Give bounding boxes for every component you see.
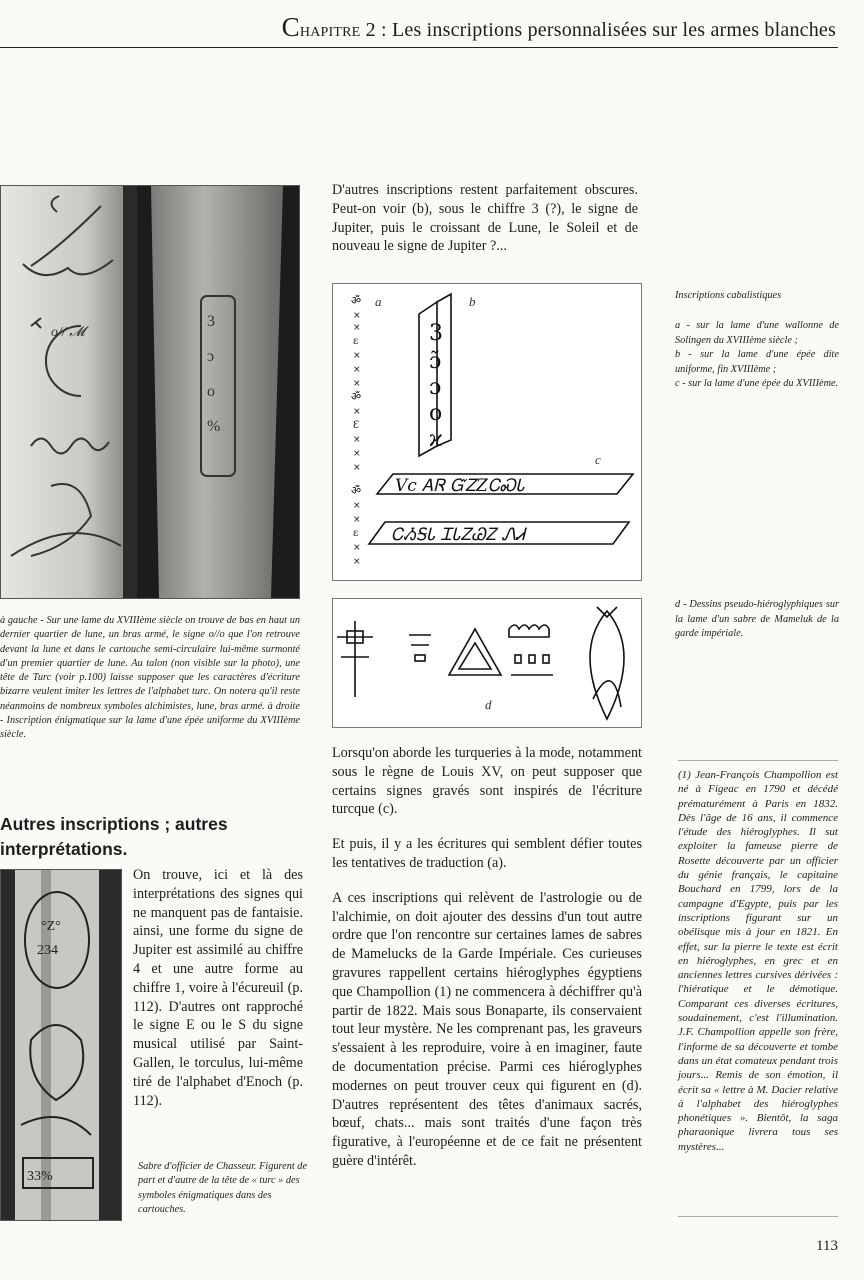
page-number: 113 [816, 1238, 838, 1254]
svg-text:×: × [353, 515, 361, 525]
figure-label-a: a [375, 294, 382, 309]
svg-text:×: × [353, 435, 361, 445]
svg-text:33%: 33% [27, 1169, 53, 1184]
svg-text:×: × [353, 557, 361, 567]
figure-label-c: c [595, 452, 601, 467]
svg-text:×: × [353, 351, 361, 361]
svg-text:ॐ: ॐ [351, 484, 362, 497]
svg-text:°Z°: °Z° [41, 919, 61, 934]
main-column [332, 744, 642, 1187]
figure-label-d: d [485, 697, 492, 712]
sabre-caption: Sabre d'officier de Chasseur. Figurent de part et d'autre de la tête de « turc » des symboles énigmatiques dans des cartouches. [138, 1161, 308, 1215]
figure-inscriptions-abc [332, 283, 642, 581]
running-header [0, 12, 836, 43]
footnote-rule-bottom [678, 1216, 838, 1217]
svg-text:o// 𝓜: o// 𝓜 [51, 325, 85, 340]
sabre-photo-illustration [1, 870, 121, 1220]
inscriptions-drawing [333, 284, 641, 580]
svg-text:ϰ: ϰ [429, 427, 443, 452]
sabre-photo [0, 869, 122, 1221]
figure-hieroglyphs-d [332, 598, 642, 728]
hieroglyphs-caption: d - Dessins pseudo-hiéroglyphiques sur la lame d'un sabre de Mameluk de la garde impériale. [675, 599, 839, 640]
blades-photo-illustration [1, 186, 299, 598]
svg-text:ॐ: ॐ [351, 294, 362, 307]
svg-text:×: × [353, 365, 361, 375]
svg-text:×: × [353, 463, 361, 473]
chapter-number: 2 : [360, 19, 392, 41]
champollion-footnote: (1) Jean-François Champollion est né à Figeac en 1790 et décédé prématurément à Paris en 1832. Dès l'âge de 16 ans, il commence l'étude des hiéroglyphes. Il sut exploiter la fameuse pierre de Rosette découverte par un officier du génie français, le capitaine Bouchard en 1799, lors de la campagne d'Egypte, puis par les inscriptions figurant sur un obélisque mis à jour en 1821. En effet, sur la pierre le texte est écrit en hiéroglyphes, en grec et en anciennes lettres cursives dérivées : l'hiératique et le démotique. Comparant ces diverses écritures, soudainement, c'est l'illumination. J.F. Champollion appelle son frère, l'informe de sa découverte et tombe dans un état comateux pendant trois jours... Remis de son émotion, il écrit sa « lettre à M. Dacier relative à l'alphabet des hiéroglyphes phonétiques ». Bientôt, la saga pharaonique livrera tous ses mystères... [678, 769, 838, 1153]
svg-text:o: o [207, 383, 215, 400]
svg-text:o: o [429, 401, 443, 426]
svg-text:3: 3 [429, 321, 443, 346]
svg-text:Vc ᎪᏒ ᏳᏃZᏟᏍᏓ: Vc ᎪᏒ ᏳᏃZᏟᏍᏓ [395, 476, 525, 496]
svg-text:ɔ: ɔ [207, 348, 215, 365]
svg-text:3: 3 [207, 313, 215, 330]
chapter-title: Les inscriptions personnalisées sur les armes blanches [391, 19, 836, 41]
figure-label-b: b [469, 294, 476, 309]
svg-text:234: 234 [37, 943, 58, 958]
svg-text:×: × [353, 379, 361, 389]
blades-photo-caption: à gauche - Sur une lame du XVIIIème siècle on trouve de bas en haut un dernier quartier de lune, un bras armé, le signe o//o que l'on retrouve devant la lune et dans le cartouche semi-circulaire lui-même surmonté d'un premier quartier de lune. Au talon (non visible sur la photo), une tête de Turc (voir p.100) laisse supposer que les caractères d'écriture bizarre veulent imiter les lettres de l'alphabet turc. On notera qu'il reste néanmoins de nombreux symboles alchimistes, lune, bras armé. à droite - Inscription énigmatique sur la lame d'une épée uniforme du XVIIIème siècle. [0, 615, 300, 741]
interpretations-paragraph: On trouve, ici et là des interprétations des signes qui ne manquent pas de fantaisie. ainsi, une forme du signe de Jupiter est assimilé au chiffre 4 et une autre forme au chiffre 1, voire à l'écureuil (p. 112). D'autres ont rapproché le signe E ou le S du signe musical utilisé par Saint-Gallen, le torculus, lui-même tiré de l'alphabet d'Enoch (p. 112). [133, 867, 303, 1109]
svg-text:ᏟᏱᎦᏓ ᏆᏓᏃᏊᏃ ᏁᏗ: ᏟᏱᎦᏓ ᏆᏓᏃᏊᏃ ᏁᏗ [391, 525, 525, 545]
turqueries-paragraph: Lorsqu'on aborde les turqueries à la mode, notamment sous le règne de Louis XV, on peut supposer que certains signes gravés sont inspirés de l'écriture turcque (c). [332, 745, 642, 818]
svg-text:Ɛ: Ɛ [353, 420, 360, 431]
svg-text:ɔ: ɔ [429, 375, 442, 400]
svg-text:ɛ: ɛ [353, 336, 359, 347]
obscure-inscriptions-paragraph: D'autres inscriptions restent parfaitement obscures. Peut-on voir (b), sous le chiffre 3 (?), le signe de Jupiter, puis le croissant de Lune, le Soleil et de nouveau le signe de Jupiter ?... [332, 182, 638, 255]
blades-photo [0, 185, 300, 599]
svg-text:×: × [353, 311, 361, 321]
chapter-initial: C [281, 12, 300, 42]
svg-text:×: × [353, 543, 361, 553]
svg-text:×: × [353, 323, 361, 333]
cabalistic-title: Inscriptions cabalistiques [675, 290, 782, 301]
hieroglyphs-paragraph: A ces inscriptions qui relèvent de l'astrologie ou de l'alchimie, on doit ajouter des dessins d'un tout autre ordre que l'on rencontre sur certaines lames de sabres de Mamelucks de la Garde Impériale. Ces curieuses gravures rappellent certains hiéroglyphes égyptiens que Champollion (1) ne commencera à déchiffrer qu'à partir de 1822. Mais sous Bonaparte, ils conservaient tout leur mystère. Ne les comprenant pas, les graveurs s'essaient à les reproduire, voire à en imaginer, faute de documentation précise. Parmi ces hiéroglyphes modernes on peut trouver ceux qui figurent en (d). D'autres représentent des têtes d'animaux sacrés, bœuf, chats... mais sont traités d'une façon très figurative, à l'européenne et de ce fait ne présentent guère d'intérêt. [332, 889, 642, 1169]
legend-item-a: a - sur la lame d'une wallonne de Solingen du XVIIIème siècle ; [675, 320, 839, 346]
header-rule [0, 47, 838, 48]
footnote-rule-top [678, 760, 838, 761]
chapter-word: hapitre [299, 19, 361, 41]
svg-text:ॐ: ॐ [351, 390, 362, 403]
svg-text:ɔ̃: ɔ̃ [429, 349, 442, 374]
svg-text:×: × [353, 449, 361, 459]
legend-item-c: c - sur la lame d'une épée du XVIIIème. [675, 378, 839, 390]
svg-text:%: % [207, 418, 221, 435]
svg-text:×: × [353, 407, 361, 417]
svg-text:ɛ: ɛ [353, 528, 359, 539]
section-heading: Autres inscriptions ; autres interprétations. [0, 814, 228, 859]
hieroglyphs-drawing [333, 599, 641, 727]
svg-text:×: × [353, 501, 361, 511]
legend-item-b: b - sur la lame d'une épée dite uniforme, fin XVIIIème ; [675, 349, 839, 375]
cabalistic-legend [675, 319, 839, 392]
untranslatable-paragraph: Et puis, il y a les écritures qui semblent défier toutes les tentatives de traduction (a). [332, 836, 642, 871]
